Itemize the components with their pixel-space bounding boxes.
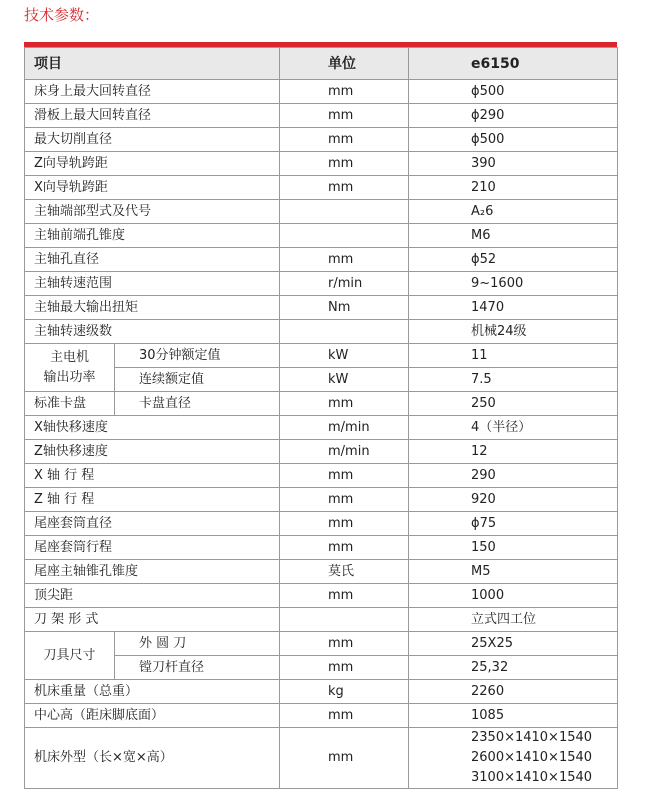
header-unit: 单位 [280, 48, 409, 80]
table-row [25, 608, 618, 632]
row-unit: mm [280, 104, 409, 128]
dimension-value: 2600×1410×1540 [471, 750, 593, 765]
header-item: 项目 [25, 48, 280, 80]
table-row [25, 440, 618, 464]
row-unit: Nm [280, 296, 409, 320]
row-item: 中心高（距床脚底面） [25, 704, 280, 728]
page-title: 技术参数： [24, 6, 100, 24]
table-row [25, 488, 618, 512]
row-unit: m/min [280, 440, 409, 464]
table-row [25, 704, 618, 728]
row-item: 主轴前端孔锥度 [25, 224, 280, 248]
group-label: 标准卡盘 [25, 392, 115, 416]
row-unit: kg [280, 680, 409, 704]
table-row [25, 464, 618, 488]
table-row [25, 296, 618, 320]
sub-item: 镗刀杆直径 [115, 656, 280, 680]
row-value: 1085 [409, 704, 618, 728]
sub-item: 30分钟额定值 [115, 344, 280, 368]
row-value: A₂6 [409, 200, 618, 224]
row-item: Z轴快移速度 [25, 440, 280, 464]
row-unit: mm [280, 80, 409, 104]
dimension-value: 2350×1410×1540 [471, 730, 593, 745]
row-unit: m/min [280, 416, 409, 440]
row-unit: mm [280, 584, 409, 608]
row-value: 210 [409, 176, 618, 200]
row-unit: mm [280, 176, 409, 200]
row-value: 250 [409, 392, 618, 416]
row-unit: mm [280, 656, 409, 680]
row-value: 290 [409, 464, 618, 488]
row-value: 9~1600 [409, 272, 618, 296]
row-value: 7.5 [409, 368, 618, 392]
table-row [25, 80, 618, 104]
row-unit: mm [280, 248, 409, 272]
spec-table [24, 47, 618, 789]
row-unit: mm [280, 704, 409, 728]
row-item: X向导轨跨距 [25, 176, 280, 200]
row-item: 主轴孔直径 [25, 248, 280, 272]
row-value: 25X25 [409, 632, 618, 656]
row-unit: mm [280, 128, 409, 152]
row-value: M5 [409, 560, 618, 584]
row-unit: mm [280, 536, 409, 560]
row-unit: mm [280, 488, 409, 512]
row-unit: r/min [280, 272, 409, 296]
row-item: 机床重量（总重） [25, 680, 280, 704]
row-value: ϕ500 [409, 80, 618, 104]
row-value: 4（半径） [409, 416, 618, 440]
row-value: 920 [409, 488, 618, 512]
table-header [25, 48, 618, 80]
row-value [409, 728, 618, 789]
sub-item: 连续额定值 [115, 368, 280, 392]
row-unit: mm [280, 464, 409, 488]
row-value: 12 [409, 440, 618, 464]
row-item: 机床外型（长×宽×高） [25, 728, 280, 789]
row-unit: kW [280, 344, 409, 368]
row-item: 刀 架 形 式 [25, 608, 280, 632]
group-label: 刀具尺寸 [25, 632, 115, 680]
row-value: ϕ75 [409, 512, 618, 536]
row-value: 150 [409, 536, 618, 560]
table-row [25, 248, 618, 272]
row-item: 滑板上最大回转直径 [25, 104, 280, 128]
row-item: 尾座主轴锥孔锥度 [25, 560, 280, 584]
row-unit: mm [280, 632, 409, 656]
row-item: X轴快移速度 [25, 416, 280, 440]
table-row [25, 128, 618, 152]
sub-item: 外 圆 刀 [115, 632, 280, 656]
row-value: ϕ500 [409, 128, 618, 152]
row-unit: mm [280, 512, 409, 536]
table-row [25, 200, 618, 224]
row-value: 2260 [409, 680, 618, 704]
row-value: 390 [409, 152, 618, 176]
row-unit [280, 608, 409, 632]
row-value: 11 [409, 344, 618, 368]
row-item: 尾座套筒行程 [25, 536, 280, 560]
header-model: e6150 [409, 48, 618, 80]
row-unit: 莫氏 [280, 560, 409, 584]
table-row [25, 272, 618, 296]
table-row [25, 416, 618, 440]
row-unit: mm [280, 392, 409, 416]
row-value: 立式四工位 [409, 608, 618, 632]
table-row [25, 584, 618, 608]
table-row [25, 320, 618, 344]
dimension-value: 3100×1410×1540 [471, 770, 593, 785]
table-row [25, 728, 618, 789]
row-item: 主轴转速级数 [25, 320, 280, 344]
row-item: 尾座套筒直径 [25, 512, 280, 536]
row-value: M6 [409, 224, 618, 248]
row-unit [280, 320, 409, 344]
row-item: 最大切削直径 [25, 128, 280, 152]
row-value: 25,32 [409, 656, 618, 680]
table-row [25, 152, 618, 176]
table-row [25, 344, 618, 368]
table-row [25, 392, 618, 416]
table-row [25, 512, 618, 536]
row-value: ϕ52 [409, 248, 618, 272]
row-item: Z向导轨跨距 [25, 152, 280, 176]
row-value: ϕ290 [409, 104, 618, 128]
row-unit: mm [280, 152, 409, 176]
row-value: 1000 [409, 584, 618, 608]
table-row [25, 560, 618, 584]
row-item: 主轴端部型式及代号 [25, 200, 280, 224]
row-value: 机械24级 [409, 320, 618, 344]
row-item: 主轴转速范围 [25, 272, 280, 296]
table-row [25, 680, 618, 704]
row-unit [280, 200, 409, 224]
row-unit: kW [280, 368, 409, 392]
row-value: 1470 [409, 296, 618, 320]
table-row [25, 632, 618, 656]
table-row [25, 224, 618, 248]
row-unit [280, 224, 409, 248]
row-item: Z 轴 行 程 [25, 488, 280, 512]
table-row [25, 104, 618, 128]
row-item: 床身上最大回转直径 [25, 80, 280, 104]
row-item: 主轴最大输出扭矩 [25, 296, 280, 320]
row-unit: mm [280, 728, 409, 789]
sub-item: 卡盘直径 [115, 392, 280, 416]
table-row [25, 176, 618, 200]
row-item: 顶尖距 [25, 584, 280, 608]
group-label: 主电机 输出功率 [25, 344, 115, 392]
table-row [25, 536, 618, 560]
row-item: X 轴 行 程 [25, 464, 280, 488]
